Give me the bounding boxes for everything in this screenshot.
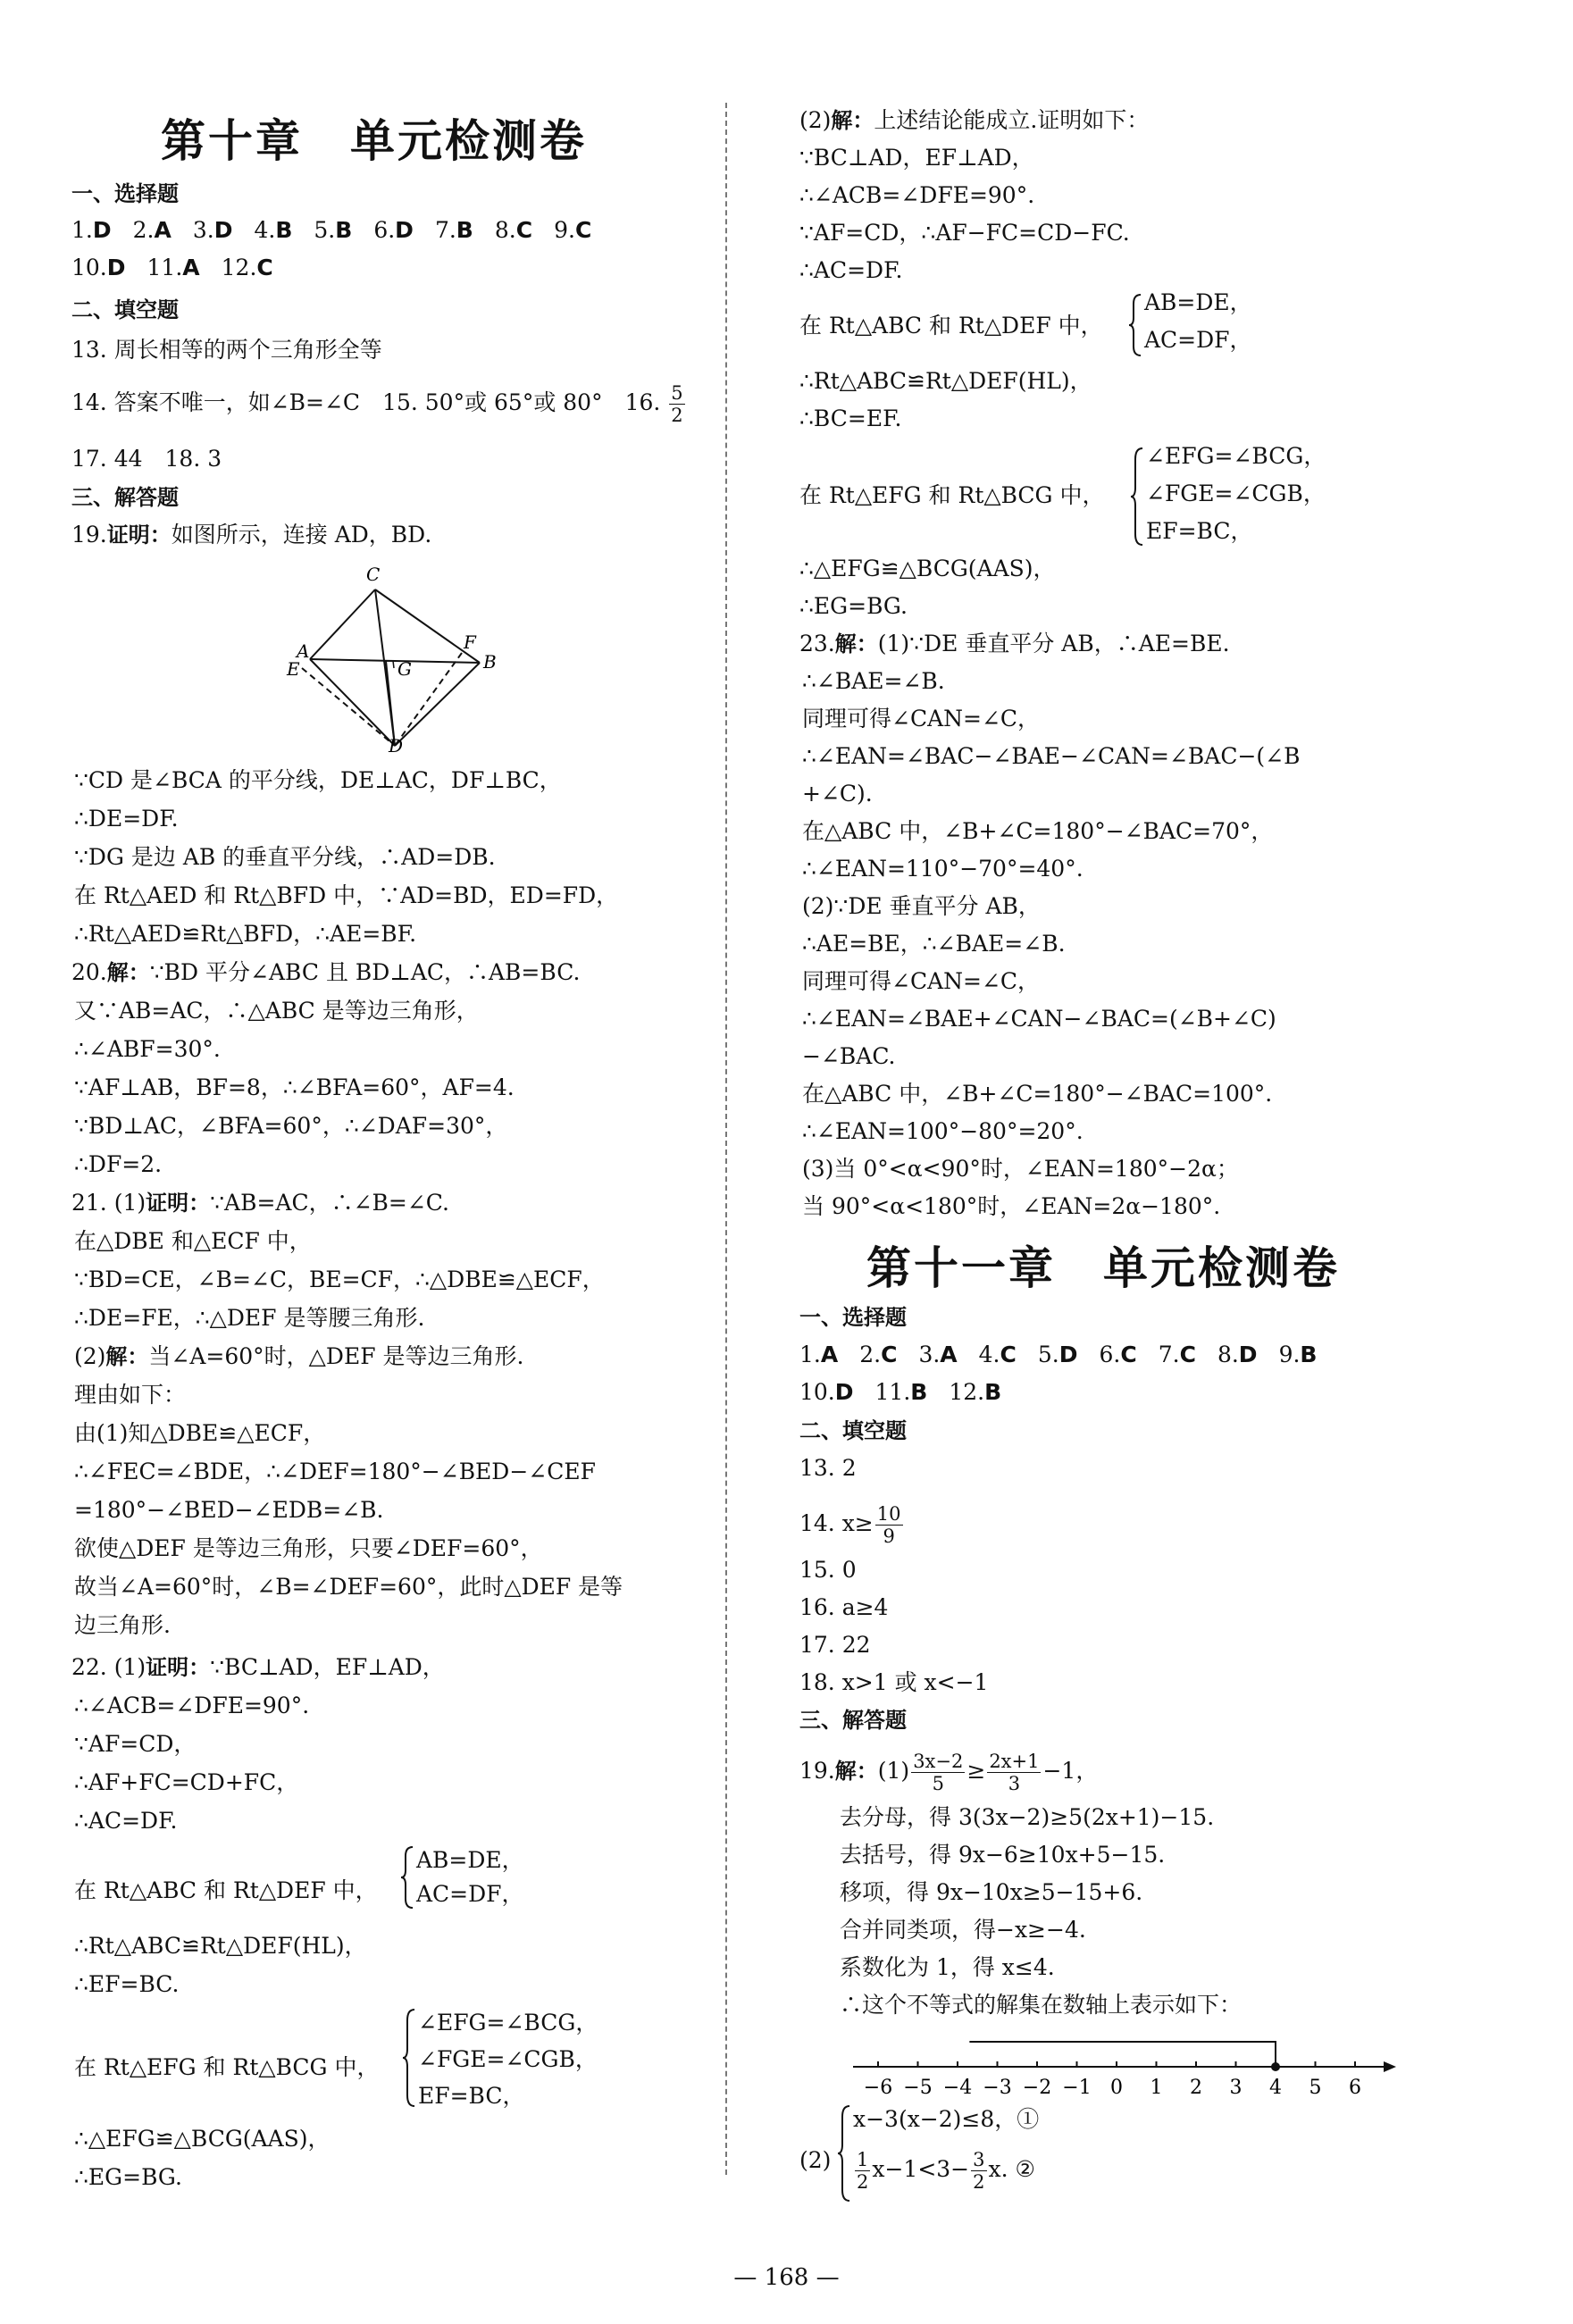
q23-line: 在△ABC 中，∠B+∠C=180°−∠BAC=70°，: [802, 818, 1274, 844]
answer-letter: B: [275, 217, 293, 243]
axis-tick-label: −5: [903, 2077, 933, 2099]
q21b-line: 由(1)知△DBE≌△ECF，: [74, 1420, 326, 1446]
column-divider: [725, 103, 727, 2175]
geometry-figure: [272, 563, 540, 755]
answer-letter: D: [834, 1379, 854, 1405]
q22b-line: ∴Rt△ABC≌Rt△DEF(HL)，: [799, 368, 1092, 394]
answer-letter: C: [256, 255, 273, 280]
question-number: 1.: [71, 217, 93, 243]
q22-brace2-label: 在 Rt△EFG 和 Rt△BCG 中，: [74, 2054, 380, 2080]
q21b-heading: (2)解：当∠A=60°时，△DEF 是等边三角形.: [74, 1343, 524, 1369]
q19-line: ∴这个不等式的解集在数轴上表示如下：: [840, 1992, 1243, 2018]
q19-line: 系数化为 1，得 x≤4.: [840, 1954, 1055, 1980]
q22b-brace2-label: 在 Rt△EFG 和 Rt△BCG 中，: [799, 482, 1105, 508]
q22-heading: 22. (1)证明：∵BC⊥AD，EF⊥AD，: [71, 1654, 445, 1680]
q22b-line: ∴∠ACB=∠DFE=90°.: [799, 182, 1035, 208]
answer-18: 18. x>1 或 x<−1: [799, 1669, 989, 1695]
section-choice: 一、选择题: [71, 181, 179, 206]
answer-letter: D: [106, 255, 126, 280]
answer-14-15-text: 14. 答案不唯一，如∠B=∠C 15. 50°或 65°或 80° 16.: [71, 389, 661, 415]
answer-letter: D: [213, 217, 233, 243]
mc-answers-row1: [71, 215, 613, 246]
q23-line: (3)当 0°<α<90°时，∠EAN=180°−2α；: [802, 1156, 1239, 1182]
q21-line: ∵BD=CE，∠B=∠C，BE=CF，∴△DBE≌△ECF，: [74, 1266, 605, 1292]
q22b-line: ∵BC⊥AD，EF⊥AD，: [799, 145, 1034, 171]
answer-letter: B: [1300, 1342, 1318, 1367]
question-number: 7.: [1158, 1342, 1180, 1367]
answer-15: 15. 0: [799, 1557, 857, 1583]
q19-line: 去分母，得 3(3x−2)≥5(2x+1)−15.: [840, 1804, 1215, 1830]
q22-line: ∴AF+FC=CD+FC，: [74, 1769, 299, 1795]
q21-line: 在△DBE 和△ECF 中，: [74, 1228, 312, 1254]
axis-tick-label: −4: [942, 2077, 973, 2099]
q19-line: ∴Rt△AED≌Rt△BFD，∴AE=BF.: [74, 921, 417, 947]
q23-line: ∴∠EAN=100°−80°=20°.: [802, 1118, 1084, 1144]
q22b-heading: (2)解：上述结论能成立.证明如下：: [799, 107, 1150, 133]
q23-line: ∴∠EAN=∠BAE+∠CAN−∠BAC=(∠B+∠C): [802, 1006, 1276, 1032]
axis-tick-label: 3: [1229, 2077, 1243, 2099]
question-number: 5.: [1037, 1342, 1059, 1367]
chapter-11-title: 第十一章 单元检测卷: [866, 1242, 1340, 1294]
axis-tick-label: 5: [1309, 2077, 1322, 2099]
axis-tick-label: −3: [983, 2077, 1012, 2099]
answer-letter: D: [1238, 1342, 1258, 1367]
left-brace-icon: [837, 2104, 851, 2203]
fraction-14: $\frac{10}{9}$: [876, 1503, 901, 1547]
question-number: 6.: [1099, 1342, 1121, 1367]
chapter-10-title: 第十章 单元检测卷: [161, 115, 587, 167]
question-number: 9.: [1278, 1342, 1301, 1367]
fraction-16: $\frac{5}{2}$: [671, 382, 683, 426]
q21b-line: 故当∠A=60°时，∠B=∠DEF=60°，此时△DEF 是等: [74, 1574, 623, 1600]
q20-line: ∵AF⊥AB，BF=8，∴∠BFA=60°，AF=4.: [74, 1074, 515, 1100]
q23-line: −∠BAC.: [802, 1043, 896, 1069]
section-choice: 一、选择题: [799, 1305, 907, 1330]
question-number: 8.: [1217, 1342, 1239, 1367]
q22b-brace1-label: 在 Rt△ABC 和 Rt△DEF 中，: [799, 313, 1103, 339]
fig-label-f: F: [464, 631, 476, 653]
q19-line: 移项，得 9x−10x≥5−15+6.: [840, 1879, 1143, 1905]
answer-17: 17. 22: [799, 1632, 871, 1658]
q22b-line: ∴BC=EF.: [799, 405, 902, 431]
q22b-line: ∴△EFG≌△BCG(AAS)，: [799, 556, 1056, 581]
q22-line: ∴Rt△ABC≌Rt△DEF(HL)，: [74, 1933, 367, 1959]
answer-letter: D: [395, 217, 414, 243]
question-number: 11.: [146, 255, 183, 280]
question-number: 7.: [434, 217, 456, 243]
answer-letter: B: [984, 1379, 1002, 1405]
q22-brace1-label: 在 Rt△ABC 和 Rt△DEF 中，: [74, 1877, 378, 1903]
answer-letter: C: [1120, 1342, 1137, 1367]
answer-14-16: [71, 382, 687, 426]
q23-line: 当 90°<α<180°时，∠EAN=2α−180°.: [802, 1193, 1221, 1219]
q21-line: ∴DE=FE，∴△DEF 是等腰三角形.: [74, 1305, 425, 1331]
question-number: 3.: [918, 1342, 941, 1367]
q19b-label: (2): [799, 2147, 832, 2173]
answer-letter: C: [881, 1342, 898, 1367]
question-number: 4.: [254, 217, 276, 243]
answer-letter: C: [1000, 1342, 1017, 1367]
q20-line: ∴∠ABF=30°.: [74, 1036, 221, 1062]
question-number: 2.: [132, 217, 155, 243]
question-number: 8.: [494, 217, 516, 243]
q21-heading: 21. (1)证明：∵AB=AC，∴∠B=∠C.: [71, 1190, 449, 1216]
mc-answers-row2: [799, 1377, 1023, 1408]
q22-line: ∵AF=CD，: [74, 1731, 197, 1757]
q19-line: ∵DG 是边 AB 的垂直平分线，∴AD=DB.: [74, 844, 496, 870]
q21b-line: =180°−∠BED−∠EDB=∠B.: [74, 1497, 384, 1523]
q22-line: ∴AC=DF.: [74, 1808, 178, 1834]
q23-line: 在△ABC 中，∠B+∠C=180°−∠BAC=100°.: [802, 1081, 1273, 1107]
left-brace-icon: [1130, 447, 1144, 547]
q21b-line: 欲使△DEF 是等边三角形，只要∠DEF=60°，: [74, 1535, 543, 1561]
answer-16: 16. a≥4: [799, 1594, 889, 1620]
question-number: 9.: [554, 217, 575, 243]
q21b-line: ∴∠FEC=∠BDE，∴∠DEF=180°−∠BED−∠CEF: [74, 1459, 596, 1484]
number-line: [853, 2027, 1398, 2108]
axis-tick-label: 2: [1190, 2077, 1202, 2099]
q22b-line: ∴AC=DF.: [799, 257, 903, 283]
q19-line: ∴DE=DF.: [74, 806, 179, 832]
question-number: 2.: [859, 1342, 882, 1367]
question-number: 10.: [71, 255, 107, 280]
q20-heading: 20.解：∵BD 平分∠ABC 且 BD⊥AC，∴AB=BC.: [71, 959, 581, 985]
solution-ray: [969, 2042, 1276, 2067]
answer-letter: D: [92, 217, 112, 243]
q22b-line: ∵AF=CD，∴AF−FC=CD−FC.: [799, 220, 1130, 246]
question-number: 5.: [314, 217, 336, 243]
answer-letter: A: [154, 217, 172, 243]
q19-heading: 19.解：(1) $\frac{3x-2}{5}$ ≥ $\frac{2x+1}{3}$ −1，: [799, 1751, 1099, 1794]
q21b-line: 理由如下：: [74, 1382, 187, 1408]
q23-line: ∴AE=BE，∴∠BAE=∠B.: [802, 931, 1066, 957]
q19-line: 在 Rt△AED 和 Rt△BFD 中，∵AD=BD，ED=FD，: [74, 882, 619, 908]
answer-letter: B: [910, 1379, 928, 1405]
left-brace-icon: [402, 2008, 416, 2108]
question-number: 3.: [192, 217, 214, 243]
q23-line: ∴∠BAE=∠B.: [802, 668, 945, 694]
section-solve: 三、解答题: [799, 1708, 907, 1733]
answer-letter: B: [456, 217, 473, 243]
mc-answers-row2: [71, 253, 295, 283]
question-number: 12.: [221, 255, 257, 280]
question-number: 12.: [949, 1379, 985, 1405]
answer-17-18: 17. 44 18. 3: [71, 446, 222, 472]
fig-label-b: B: [483, 651, 497, 673]
fig-label-e: E: [287, 658, 300, 680]
mc-answers-row1: [799, 1340, 1338, 1370]
q23-line: 同理可得∠CAN=∠C，: [802, 968, 1041, 994]
axis-tick-label: −6: [863, 2077, 893, 2099]
q19-line: ∵CD 是∠BCA 的平分线，DE⊥AC，DF⊥BC，: [74, 767, 562, 793]
q23-heading: 23.解：(1)∵DE 垂直平分 AB，∴AE=BE.: [799, 631, 1230, 656]
fig-label-d: D: [389, 735, 404, 755]
fig-label-a: A: [297, 640, 310, 662]
q22-line: ∴∠ACB=∠DFE=90°.: [74, 1693, 310, 1718]
axis-tick-label: 4: [1269, 2077, 1282, 2099]
section-fill: 二、填空题: [799, 1418, 907, 1443]
question-number: 10.: [799, 1379, 835, 1405]
q21b-line: 边三角形.: [74, 1612, 171, 1638]
answer-letter: A: [820, 1342, 839, 1367]
answer-letter: B: [335, 217, 353, 243]
q22b-line: ∴EG=BG.: [799, 593, 908, 619]
q19-heading: 19.证明：如图所示，连接 AD，BD.: [71, 522, 432, 548]
q20-line: ∴DF=2.: [74, 1151, 163, 1177]
q22-line: ∴EG=BG.: [74, 2164, 182, 2190]
q19-line: 合并同类项，得−x≥−4.: [840, 1917, 1086, 1943]
q23-line: 同理可得∠CAN=∠C，: [802, 706, 1041, 731]
axis-arrow-icon: [1384, 2061, 1396, 2072]
axis-tick-label: 6: [1349, 2077, 1361, 2099]
answer-letter: D: [1058, 1342, 1078, 1367]
q22-line: ∴△EFG≌△BCG(AAS)，: [74, 2126, 330, 2152]
answer-13: 13. 周长相等的两个三角形全等: [71, 337, 382, 363]
left-brace-icon: [1128, 293, 1142, 357]
section-solve: 三、解答题: [71, 485, 179, 510]
answer-letter: A: [182, 255, 200, 280]
answer-14: 14. x≥ $\frac{10}{9}$: [799, 1503, 901, 1547]
q23-line: +∠C).: [802, 781, 873, 807]
question-number: 1.: [799, 1342, 821, 1367]
fig-label-c: C: [366, 564, 381, 585]
answer-letter: C: [1179, 1342, 1196, 1367]
answer-letter: C: [515, 217, 533, 243]
question-number: 4.: [978, 1342, 1000, 1367]
question-number: 11.: [874, 1379, 911, 1405]
q20-line: ∵BD⊥AC，∠BFA=60°，∴∠DAF=30°，: [74, 1113, 508, 1139]
left-brace-icon: [400, 1845, 414, 1910]
question-number: 6.: [373, 217, 396, 243]
axis-tick-label: −2: [1022, 2077, 1052, 2099]
answer-letter: A: [940, 1342, 958, 1367]
axis-tick-label: 0: [1110, 2077, 1123, 2099]
section-fill: 二、填空题: [71, 297, 179, 322]
q22-line: ∴EF=BC.: [74, 1971, 180, 1997]
q23-line: (2)∵DE 垂直平分 AB，: [802, 893, 1041, 919]
q19-line: 去括号，得 9x−6≥10x+5−15.: [840, 1842, 1166, 1868]
answer-letter: C: [574, 217, 592, 243]
answer-13: 13. 2: [799, 1455, 857, 1481]
fig-label-g: G: [397, 658, 412, 680]
q23-line: ∴∠EAN=110°−70°=40°.: [802, 856, 1084, 882]
axis-tick-label: −1: [1062, 2077, 1092, 2099]
page-number: — 168 —: [733, 2264, 840, 2291]
q23-line: ∴∠EAN=∠BAC−∠BAE−∠CAN=∠BAC−(∠B: [802, 743, 1301, 769]
q20-line: 又∵AB=AC，∴△ABC 是等边三角形，: [74, 998, 479, 1024]
axis-tick-label: 1: [1150, 2077, 1163, 2099]
